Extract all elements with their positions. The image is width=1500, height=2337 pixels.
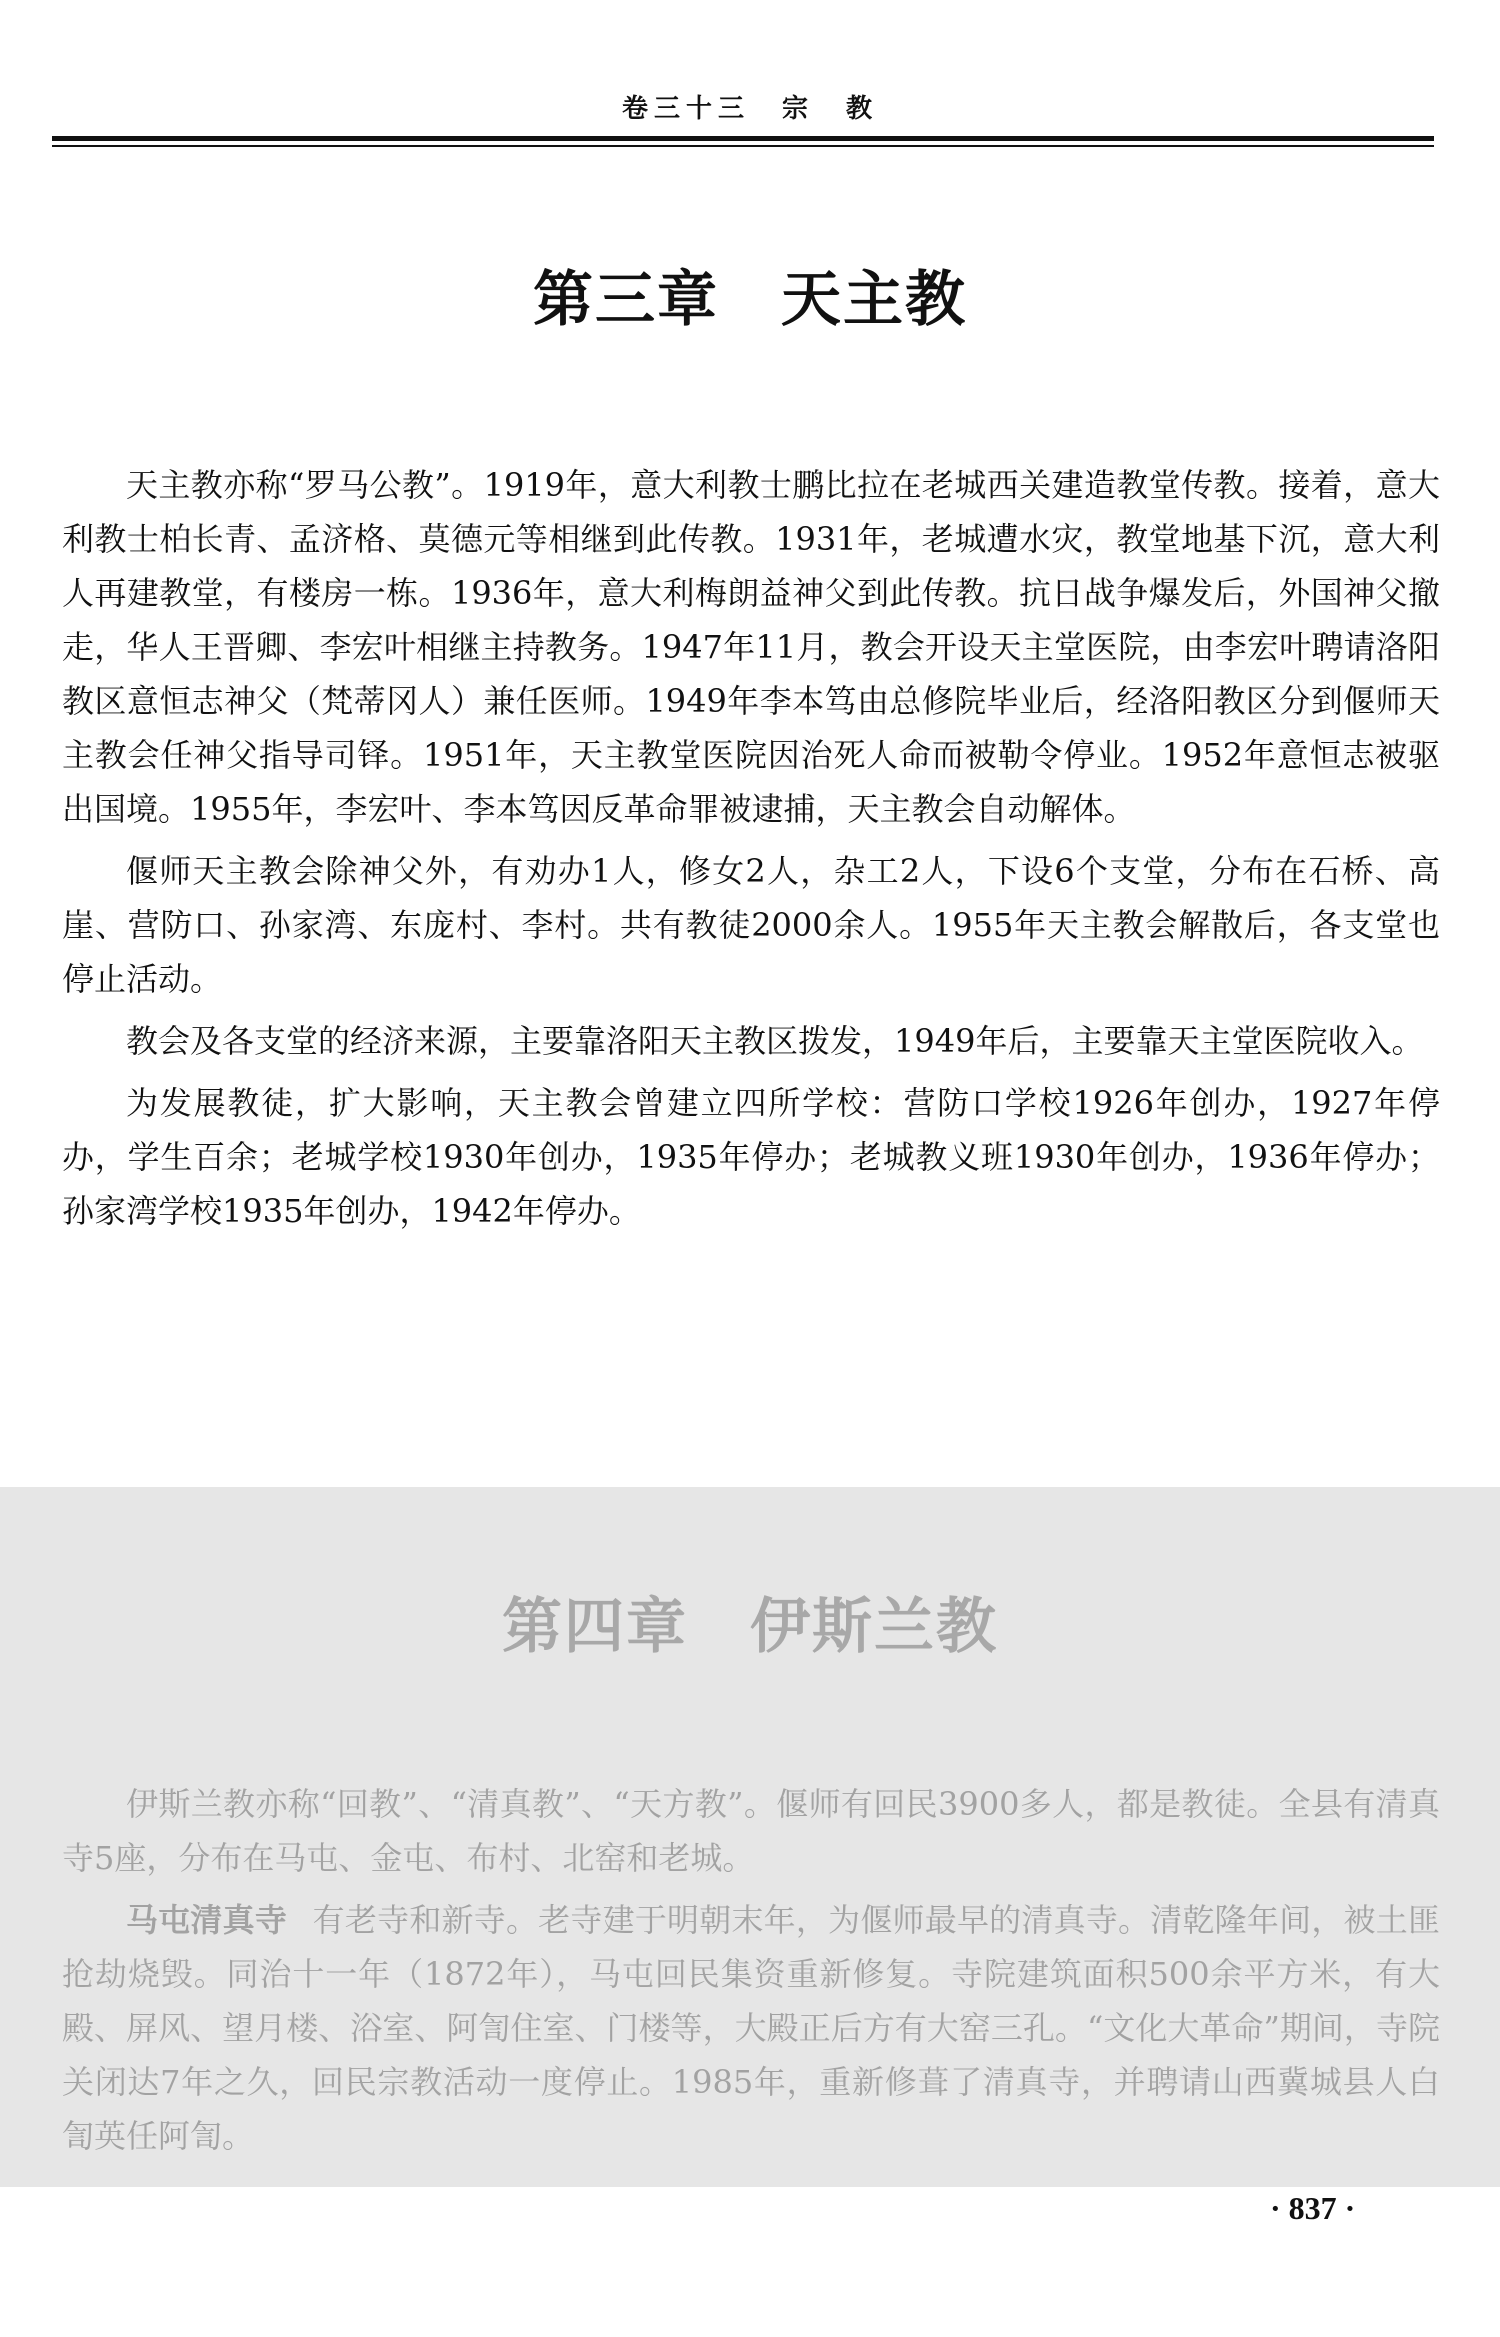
header-rule-thick [52,136,1434,141]
header-rule-thin [52,145,1434,147]
chapter-4-paragraph-body: 有老寺和新寺。老寺建于明朝末年，为偃师最早的清真寺。清乾隆年间，被土匪抢劫烧毁。同治十一年（1872年），马屯回民集资重新修复。寺院建筑面积500余平方米，有大殿、屏风、望月楼、浴室、阿訇住室、门楼等，大殿正后方有大窑三孔。“文化大革命”期间，寺院关闭达7年之久，回民宗教活动一度停止。1985年，重新修葺了清真寺，并聘请山西冀城县人白訇英任阿訇。 [62,1901,1440,2155]
running-header: 卷三十三 宗 教 [621,94,878,124]
chapter-3-paragraph: 天主教亦称“罗马公教”。1919年，意大利教士鹏比拉在老城西关建造教堂传教。接着，意大利教士柏长青、孟济格、莫德元等相继到此传教。1931年，老城遭水灾，教堂地基下沉，意大利人再建教堂，有楼房一栋。1936年，意大利梅朗益神父到此传教。抗日战争爆发后，外国神父撤走，华人王晋卿、李宏叶相继主持教务。1947年11月，教会开设天主堂医院，由李宏叶聘请洛阳教区意恒志神父（梵蒂冈人）兼任医师。1949年李本笃由总修院毕业后，经洛阳教区分到偃师天主教会任神父指导司铎。1951年，天主教堂医院因治死人命而被勒令停业。1952年意恒志被驱出国境。1955年，李宏叶、李本笃因反革命罪被逮捕，天主教会自动解体。 [62,466,1440,828]
chapter-4-paragraph [62,1893,1440,2163]
chapter-3-body [62,458,1440,1246]
page-number: · 837 · [1270,2190,1356,2226]
chapter-3-title: 第三章 天主教 [533,265,967,335]
chapter-4-paragraph: 伊斯兰教亦称“回教”、“清真教”、“天方教”。偃师有回民3900多人，都是教徒。全县有清真寺5座，分布在马屯、金屯、布村、北窑和老城。 [62,1785,1440,1877]
chapter-3-paragraph: 教会及各支堂的经济来源，主要靠洛阳天主教区拨发，1949年后，主要靠天主堂医院收入。 [126,1022,1424,1060]
chapter-4-section [0,1487,1500,2187]
chapter-3-paragraph: 偃师天主教会除神父外，有劝办1人，修女2人，杂工2人，下设6个支堂，分布在石桥、高崖、营防口、孙家湾、东庞村、李村。共有教徒2000余人。1955年天主教会解散后，各支堂也停止活动。 [62,852,1440,998]
chapter-4-body [62,1777,1440,2171]
chapter-4-title: 第四章 伊斯兰教 [502,1592,998,1662]
run-in-heading: 马屯清真寺 [126,1901,288,1939]
chapter-3-paragraph: 为发展教徒，扩大影响，天主教会曾建立四所学校：营防口学校1926年创办，1927年停办，学生百余；老城学校1930年创办，1935年停办；老城教义班1930年创办，1936年停办；孙家湾学校1935年创办，1942年停办。 [62,1084,1440,1230]
